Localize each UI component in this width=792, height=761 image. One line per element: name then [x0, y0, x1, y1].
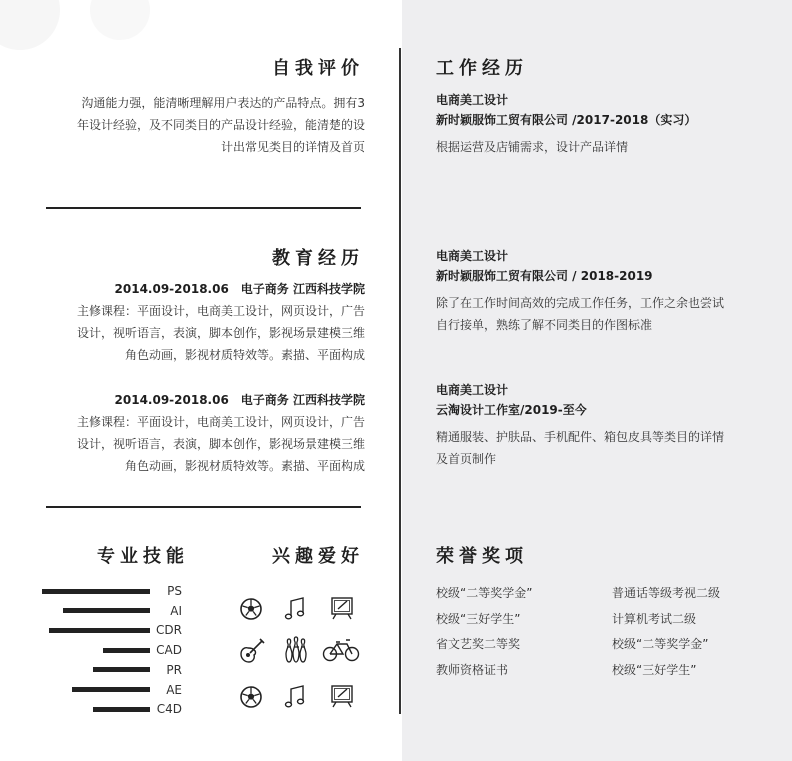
text-line: 设计，视听语言，表演，脚本创作，影视场景建模三维	[76, 326, 365, 340]
text-line: 年设计经验，及不同类目的产品设计经验，能清楚的设	[76, 118, 365, 132]
text-line: 主修课程：平面设计，电商美工设计，网页设计，广告	[76, 304, 365, 318]
skill-bar	[63, 608, 150, 613]
text-line: 主修课程：平面设计，电商美工设计，网页设计，广告	[76, 415, 365, 429]
work-description	[436, 136, 766, 158]
skill-bar	[103, 648, 150, 653]
skill-bar	[49, 628, 150, 633]
text-line: 及首页制作	[436, 452, 497, 466]
work-description	[436, 426, 766, 470]
section-divider	[46, 506, 361, 508]
skill-label: CAD	[156, 643, 182, 658]
soccer-ball-icon	[239, 597, 263, 621]
bowling-icon	[283, 635, 309, 665]
skills-title: 专业技能	[97, 546, 189, 567]
skill-bar	[93, 707, 150, 712]
painting-icon	[330, 595, 356, 621]
hobbies-title: 兴趣爱好	[272, 546, 364, 567]
text-line: 除了在工作时间高效的完成工作任务，工作之余也尝试	[436, 296, 725, 310]
decorative-circle	[90, 0, 150, 40]
text-line: 设计，视听语言，表演，脚本创作，影视场景建模三维	[76, 437, 365, 451]
work-entry	[436, 246, 766, 336]
work-entry	[436, 90, 766, 158]
music-note-icon	[283, 684, 307, 710]
text-line: 沟通能力强，能清晰理解用户表达的产品特点。拥有3	[81, 96, 365, 110]
skill-label: AE	[166, 682, 182, 697]
honor-item: 校级“二等奖学金”	[436, 586, 533, 600]
skill-label: PR	[166, 662, 182, 677]
work-description	[436, 292, 766, 336]
honor-item: 教师资格证书	[436, 663, 509, 677]
honor-item: 校级“三好学生”	[436, 612, 521, 626]
skill-label: PS	[167, 584, 182, 598]
text-line: 根据运营及店铺需求，设计产品详情	[436, 140, 629, 154]
text-line: 自行接单，熟练了解不同类目的作图标准	[436, 318, 653, 332]
work-entry	[436, 380, 766, 470]
bicycle-icon	[322, 638, 360, 662]
skill-label: CDR	[156, 623, 182, 638]
guitar-icon	[238, 637, 266, 665]
education-entry	[40, 389, 365, 477]
skill-bar	[93, 667, 150, 672]
skill-bar	[42, 589, 150, 594]
soccer-ball-icon	[239, 685, 263, 709]
self-eval-text	[40, 92, 365, 158]
work-role: 电商美工设计	[436, 93, 509, 107]
text-line: 角色动画，影视材质特效等。素描、平面构成	[124, 348, 365, 362]
text-line: 角色动画，影视材质特效等。素描、平面构成	[124, 459, 365, 473]
self-eval-title: 自我评价	[272, 58, 364, 79]
work-role: 电商美工设计	[436, 249, 509, 263]
skill-label: AI	[170, 603, 182, 618]
education-header: 2014.09-2018.06 电子商务 江西科技学院	[114, 393, 365, 407]
section-divider	[46, 207, 361, 209]
decorative-circle	[0, 0, 60, 50]
text-line: 精通服装、护肤品、手机配件、箱包皮具等类目的详情	[436, 430, 725, 444]
honor-item: 校级“二等奖学金”	[612, 637, 709, 651]
education-entry	[40, 278, 365, 366]
music-note-icon	[283, 596, 307, 622]
honor-item: 普通话等级考视二级	[612, 586, 721, 600]
painting-icon	[330, 683, 356, 709]
honor-item: 计算机考试二级	[612, 612, 697, 626]
honors-title: 荣誉奖项	[436, 546, 528, 567]
honor-item: 省文艺奖二等奖	[436, 637, 521, 651]
education-header: 2014.09-2018.06 电子商务 江西科技学院	[114, 282, 365, 296]
education-title: 教育经历	[272, 248, 364, 269]
honor-item: 校级“三好学生”	[612, 663, 697, 677]
skill-label: C4D	[156, 702, 182, 717]
skill-bar	[72, 687, 150, 692]
text-line: 计出常见类目的详情及首页	[220, 140, 365, 154]
work-company: 新时颖服饰工贸有限公司 /2017-2018（实习）	[436, 113, 697, 127]
work-role: 电商美工设计	[436, 383, 509, 397]
work-title: 工作经历	[436, 58, 528, 79]
work-company: 云淘设计工作室/2019-至今	[436, 403, 587, 417]
work-company: 新时颖服饰工贸有限公司 / 2018-2019	[436, 269, 653, 283]
vertical-divider	[399, 48, 401, 714]
